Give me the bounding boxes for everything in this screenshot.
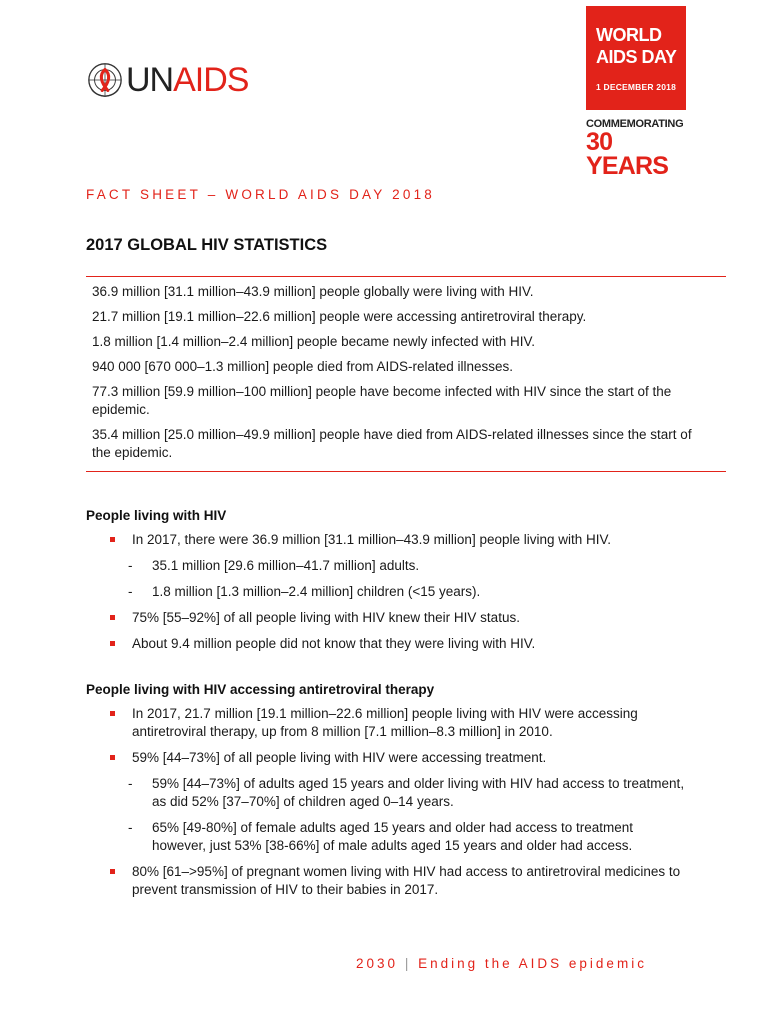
sub-list-item	[128, 557, 686, 575]
sub-list-item-text: 65% [49-80%] of female adults aged 15 years and older had access to treatment however, just 53% [38-66%] of male adults aged 15 years and older had access.	[152, 820, 634, 853]
stat-item: 21.7 million [19.1 million–22.6 million] people were accessing antiretroviral therapy.	[92, 309, 587, 324]
red-square-bullet-icon	[110, 641, 115, 646]
page-title: 2017 GLOBAL HIV STATISTICS	[86, 236, 328, 254]
sub-list-item	[128, 819, 686, 855]
key-statistics-box	[86, 276, 726, 472]
red-square-bullet-icon	[110, 615, 115, 620]
dash-bullet-icon: -	[128, 820, 133, 835]
badge-red-box	[586, 6, 686, 110]
stat-item: 35.4 million [25.0 million–49.9 million] people have died from AIDS-related illnesses since the start of the epidemic.	[92, 427, 692, 460]
sub-list	[128, 557, 686, 601]
fact-sheet-kicker: FACT SHEET – WORLD AIDS DAY 2018	[86, 187, 435, 202]
dash-bullet-icon: -	[128, 584, 133, 599]
sub-list-item-text: 1.8 million [1.3 million–2.4 million] children (<15 years).	[152, 584, 481, 599]
badge-commemorating: COMMEMORATING	[586, 118, 684, 130]
unaids-logo	[86, 60, 248, 100]
section-heading: People living with HIV accessing antiretroviral therapy	[86, 682, 435, 697]
section-people-living-with-hiv	[86, 508, 686, 661]
footer-text: Ending the AIDS epidemic	[418, 956, 647, 971]
list-item-text: 75% [55–92%] of all people living with HIV knew their HIV status.	[132, 610, 520, 625]
sub-list-item-text: 59% [44–73%] of adults aged 15 years and older living with HIV had access to treatment, as did 52% [37–70%] of children aged 0–14 years.	[152, 776, 685, 809]
list-item-text: About 9.4 million people did not know that they were living with HIV.	[132, 636, 536, 651]
footer-separator: |	[404, 956, 412, 971]
list-item-text: In 2017, there were 36.9 million [31.1 million–43.9 million] people living with HIV.	[132, 532, 612, 547]
list-item	[86, 705, 686, 741]
badge-title-line2: AIDS DAY	[596, 47, 677, 67]
sub-list	[128, 775, 686, 855]
badge-date: 1 DECEMBER 2018	[596, 82, 677, 92]
badge-years: 30 YEARS	[586, 128, 669, 180]
dash-bullet-icon: -	[128, 776, 133, 791]
world-aids-day-badge	[586, 6, 686, 178]
red-square-bullet-icon	[110, 869, 115, 874]
section-people-accessing-art	[86, 682, 686, 907]
bullet-list	[86, 531, 686, 653]
sub-list-item	[128, 583, 686, 601]
stat-item: 36.9 million [31.1 million–43.9 million] people globally were living with HIV.	[92, 284, 534, 299]
red-square-bullet-icon	[110, 755, 115, 760]
un-emblem-icon	[86, 61, 124, 99]
list-item-text: 80% [61–>95%] of pregnant women living with HIV had access to antiretroviral medicines to prevent transmission of HIV to their babies in 2017.	[132, 864, 681, 897]
list-item	[86, 863, 686, 899]
footer-tagline	[356, 956, 647, 971]
list-item	[86, 749, 686, 855]
list-item	[86, 635, 686, 653]
section-heading: People living with HIV	[86, 508, 227, 523]
sub-list-item	[128, 775, 686, 811]
list-item-text: 59% [44–73%] of all people living with HIV were accessing treatment.	[132, 750, 547, 765]
list-item	[86, 609, 686, 627]
footer-year: 2030	[356, 956, 399, 971]
sub-list-item-text: 35.1 million [29.6 million–41.7 million] adults.	[152, 558, 420, 573]
logo-wordmark	[126, 61, 248, 99]
stat-item: 77.3 million [59.9 million–100 million] people have become infected with HIV since the start of the epidemic.	[92, 384, 672, 417]
red-square-bullet-icon	[110, 711, 115, 716]
red-square-bullet-icon	[110, 537, 115, 542]
logo-aids: AIDS	[173, 61, 249, 99]
dash-bullet-icon: -	[128, 558, 133, 573]
badge-title-line1: WORLD	[596, 25, 662, 45]
bullet-list	[86, 705, 686, 899]
list-item	[86, 531, 686, 601]
stat-item: 940 000 [670 000–1.3 million] people died from AIDS-related illnesses.	[92, 359, 514, 374]
logo-un: UN	[126, 61, 174, 99]
stat-item: 1.8 million [1.4 million–2.4 million] people became newly infected with HIV.	[92, 334, 535, 349]
list-item-text: In 2017, 21.7 million [19.1 million–22.6 million] people living with HIV were accessing antiretroviral therapy, up from 8 million [7.1 million–8.3 million] in 2010.	[132, 706, 638, 739]
